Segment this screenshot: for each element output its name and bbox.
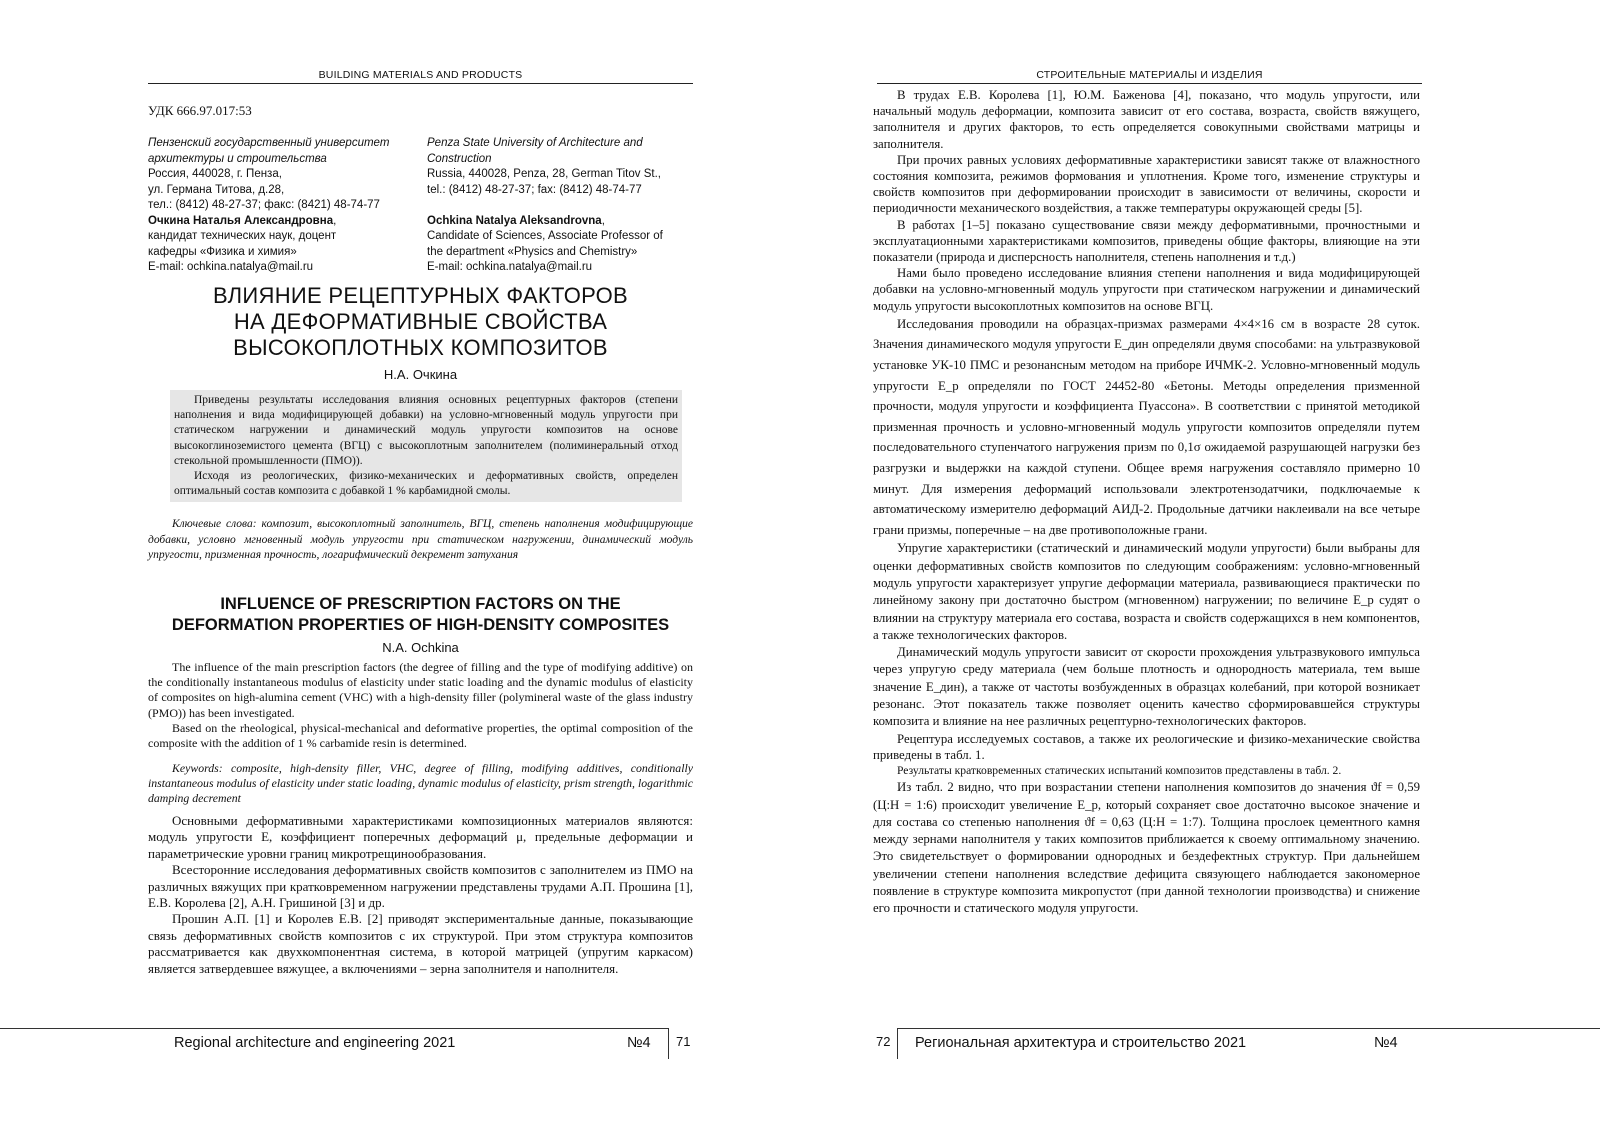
institution-en: Penza State University of Architecture and Construction bbox=[427, 137, 643, 165]
udk-code: УДК 666.97.017:53 bbox=[148, 103, 252, 118]
body-paragraph: Основными деформативными характеристиками композиционных материалов являются: модуль упругости E, коэффициент поперечных деформаций μ, предельные деформации и параметрические уровни границ микротрещинообразования. bbox=[148, 813, 693, 861]
body-text-left bbox=[148, 813, 693, 977]
body-paragraph: Из табл. 2 видно, что при возрастании степени наполнения композитов до значения ϑf = 0,59 (Ц:Н = 1:6) происходит увеличение E_р, который сохраняет свое достаточно высокое значение и для состава со степенью наполнения ϑf = 0,63 (Ц:Н = 1:7). Толщина прослоек цементного камня между зернами наполнителя у таких композитов приближается к своему оптимальному значению. Это свидетельствует о формировании однородных и бездефектных структур. При дальнейшем увеличении степени наполнения вследствие дефицита связующего наблюдается закономерное появление в структуре композита микропустот (при данной технологии производства) и снижение его прочности и статического модуля упругости. bbox=[873, 780, 1420, 916]
running-header: СТРОИТЕЛЬНЫЕ МАТЕРИАЛЫ И ИЗДЕЛИЯ bbox=[877, 69, 1422, 84]
body-paragraph: Динамический модуль упругости зависит от скорости прохождения ультразвукового импульса через упругую среду материала (чем больше плотность и однородность материала, тем выше значение E_дин), а также от частоты возбужденных в образцах колебаний, при которой возникает резонанс. Этот показатель также позволяет оценить качество сформировавшейся структуры композита и влияние на нее различных рецептурно-технологических факторов. bbox=[873, 645, 1420, 729]
address-line: Russia, 440028, Penza, 28, German Titov St., bbox=[427, 168, 661, 180]
body-paragraph: В работах [1–5] показано существование связи между деформативными, прочностными и эксплуатационными характеристиками композитов, приведены общие факторы, влияющие на эти показатели (природа и дисперсность наполнителя, степень наполнения и т.д.) bbox=[873, 217, 1420, 265]
journal-name: Региональная архитектура и строительство 2021 bbox=[915, 1035, 1247, 1051]
author-name-ru: Очкина Наталья Александровна bbox=[148, 214, 334, 227]
email-line[interactable]: E-mail: ochkina.natalya@mail.ru bbox=[148, 261, 314, 273]
journal-name: Regional architecture and engineering 2021 bbox=[174, 1035, 456, 1051]
address-line: Россия, 440028, г. Пенза, bbox=[148, 168, 282, 180]
body-paragraph: При прочих равных условиях деформативные характеристики зависят также от влажностного состояния композита, режимов формования и уплотнения. Кроме того, изменение структуры и свойств композитов при деформировании происходит в зависимости от величины, скорости и периодичности механического воздействия, а также температуры окружающей среды [5]. bbox=[873, 152, 1420, 216]
title-line: DEFORMATION PROPERTIES OF HIGH-DENSITY COMPOSITES bbox=[171, 616, 670, 634]
abstract-paragraph: Приведены результаты исследования влияния основных рецептурных факторов (степени наполнения и вида модифицирующей добавки) на условно-мгновенный модуль упругости при статическом нагружении и динамический модуль упругости композитов на основе высокоглиноземистого цемента (ВГЦ) с высокоплотным заполнителем (полиминеральный отход стекольной промышленности (ПМО)). bbox=[174, 394, 678, 467]
body-paragraph: Нами было проведено исследование влияния степени наполнения и вида модифицирующей добавки на условно-мгновенный модуль упругости при статическом нагружении и динамический модуль упругости высокоплотных композитов на основе ВГЦ. bbox=[873, 266, 1420, 313]
degree-line: кандидат технических наук, доцент bbox=[148, 230, 337, 242]
email-line[interactable]: E-mail: ochkina.natalya@mail.ru bbox=[427, 261, 593, 273]
footer-rule bbox=[897, 1028, 1600, 1029]
page-number: 71 bbox=[676, 1034, 691, 1049]
right-page bbox=[800, 0, 1600, 1132]
body-paragraph: Упругие характеристики (статический и динамический модули упругости) были выбраны для оценки деформативных свойств композитов по следующим соображениям: условно-мгновенный модуль упругости характеризует упругие деформации материала, развивающиеся практически по линейному закону при достаточно быстром (мгновенном) нагружении; по величине E_р судят о влиянии на структуру материала его состава, возраста и свойств содержащихся в нем компонентов, а также технологических факторов. bbox=[873, 541, 1420, 642]
issue-number: №4 bbox=[627, 1035, 651, 1051]
body-text-right bbox=[873, 87, 1420, 918]
address-line: ул. Германа Титова, д.28, bbox=[148, 183, 285, 196]
body-paragraph: В трудах Е.В. Королева [1], Ю.М. Баженова [4], показано, что модуль упругости, или начальный модуль деформации, композита зависит от его состава, возраста, свойств вяжущего, заполнителя и других факторов, то есть определяется совокупными свойствами матрицы и заполнителя. bbox=[873, 88, 1420, 151]
degree-line: кафедры «Физика и химия» bbox=[148, 245, 297, 258]
issue-number: №4 bbox=[1374, 1035, 1398, 1051]
footer-rule bbox=[0, 1028, 668, 1029]
abstract-paragraph: Исходя из реологических, физико-механических и деформативных свойств, определен оптимальный состав композита с добавкой 1 % карбамидной смолы. bbox=[174, 470, 678, 498]
body-paragraph: Результаты кратковременных статических испытаний композитов представлены в табл. 2. bbox=[897, 764, 1342, 778]
phone-line: tel.: (8412) 48-27-37; fax: (8412) 48-74-77 bbox=[427, 183, 642, 196]
page-number: 72 bbox=[876, 1034, 891, 1049]
title-line: НА ДЕФОРМАТИВНЫЕ СВОЙСТВА bbox=[233, 309, 608, 334]
running-header: BUILDING MATERIALS AND PRODUCTS bbox=[148, 69, 693, 84]
body-paragraph: Прошин А.П. [1] и Королев Е.В. [2] приводят экспериментальные данные, показывающие связь деформативных свойств композитов с их структурой. При этом структура композитов рассматривается как двухкомпонентная система, в которой матрицей (упругим каркасом) является затвердевшее вяжущее, а включениями – зерна заполнителя и наполнителя. bbox=[148, 911, 693, 976]
title-line: ВЫСОКОПЛОТНЫХ КОМПОЗИТОВ bbox=[233, 335, 608, 360]
degree-line: the department «Physics and Chemistry» bbox=[427, 245, 638, 258]
institution-ru: Пензенский государственный университет архитектуры и строительства bbox=[148, 137, 390, 165]
body-paragraph: Всесторонние исследования деформативных свойств композитов с заполнителем из ПМО на различных вяжущих при кратковременном нагружении представлены трудами А.П. Прошина [1], Е.В. Королева [2], А.Н. Гришиной [3] и др. bbox=[148, 862, 693, 911]
keywords-ru: Ключевые слова: композит, высокоплотный заполнитель, ВГЦ, степень наполнения модифицирующие добавки, условно мгновенный модуль упругости при статическом нагружении, динамический модуль упругости, призменная прочность, логарифмический декремент затухания bbox=[148, 518, 693, 561]
body-paragraph: Исследования проводили на образцах-призмах размерами 4×4×16 см в возрасте 28 суток. Значения динамического модуля упругости E_дин определяли двумя способами: на ультразвуковой установке УК-10 ПМС и резонансным методом на приборе ИЧМК-2. Условно-мгновенный модуль упругости E_р определяли по ГОСТ 24452-80 «Бетоны. Методы определения призменной прочности, модуля упругости и коэффициента Пуассона». В соответствии с принятой методикой призменная прочность и условно-мгновенный модуль упругости композитов определяли путем последовательного ступенчатого нагружения призм по 0,1σ ожидаемой разрушающей нагрузки без разгрузки и выдержки на каждой ступени. Общее время нагружения составляло примерно 10 минут. Для измерения деформаций использовали электротензодатчики, подключаемые к автоматическому измерителю деформаций АИД-2. Продольные датчики наклеивали на все четыре грани призмы, поперечные – на две противоположные грани. bbox=[873, 316, 1420, 537]
title-line: INFLUENCE OF PRESCRIPTION FACTORS ON THE bbox=[220, 595, 621, 613]
abstract-paragraph: Based on the rheological, physical-mechanical and deformative properties, the optimal composition of the composite with the addition of 1 % carbamide resin is determined. bbox=[148, 720, 693, 751]
author-name-en: Ochkina Natalya Aleksandrovna bbox=[427, 214, 602, 227]
affiliation-ru: Пензенский государственный университет архитектуры и строительства Россия, 440028, г. Пенза, ул. Германа Титова, д.28, тел.: (8412) 48-27-37; факс: (8421) 48-74-77 Очкина Наталья Александровна, кандидат технических наук, доцент кафедры «Физика и химия» E-mail: ochkina.natalya@mail.ru bbox=[148, 136, 418, 276]
body-paragraph: Рецептура исследуемых составов, а также их реологические и физико-механические свойства приведены в табл. 1. bbox=[873, 731, 1420, 762]
keywords-en: Keywords: composite, high-density filler, VHC, degree of filling, modifying additives, conditionally instantaneous modulus of elasticity under static loading, dynamic modulus of elasticity, prism strength, logarithmic damping decrement bbox=[148, 761, 693, 806]
abstract-en bbox=[148, 660, 693, 751]
author-byline-ru: Н.А. Очкина bbox=[383, 367, 458, 382]
degree-line: Candidate of Sciences, Associate Professor of bbox=[427, 230, 663, 242]
abstract-paragraph: The influence of the main prescription factors (the degree of filling and the type of modifying additive) on the conditionally instantaneous modulus of elasticity under static loading and the dynamic modulus of elasticity of composites on high-alumina cement (VHC) with a high-density filler (polymineral waste of the glass industry (PMO)) has been investigated. bbox=[148, 660, 693, 720]
abstract-ru bbox=[170, 390, 682, 502]
page-number-box bbox=[897, 1028, 898, 1059]
author-byline-en: N.A. Ochkina bbox=[382, 640, 459, 655]
article-title-en bbox=[148, 594, 693, 636]
article-title-ru bbox=[148, 283, 693, 361]
page-number-box bbox=[668, 1028, 669, 1059]
title-line: ВЛИЯНИЕ РЕЦЕПТУРНЫХ ФАКТОРОВ bbox=[212, 283, 629, 308]
phone-line: тел.: (8412) 48-27-37; факс: (8421) 48-74-77 bbox=[148, 199, 380, 211]
affiliation-en: Penza State University of Architecture and Construction Russia, 440028, Penza, 28, German Titov St., tel.: (8412) 48-27-37; fax: (8412) 48-74-77 Ochkina Natalya Aleksandrovna, Candidate of Sciences, Associate Professor of the department «Physics and Chemistry» E-mail: ochkina.natalya@mail.ru bbox=[427, 136, 697, 276]
